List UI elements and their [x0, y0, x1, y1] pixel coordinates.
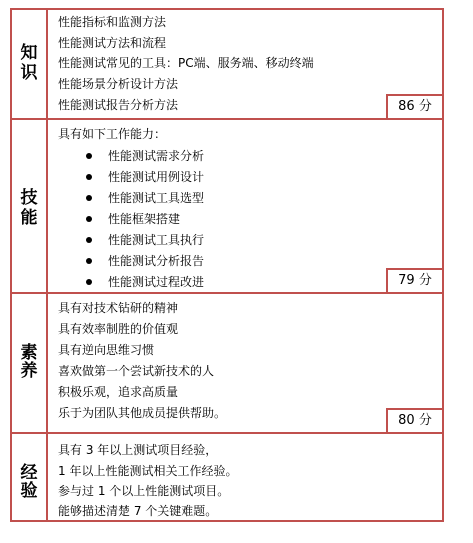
bullet-icon: [86, 153, 92, 159]
skill-item: 性能测试过程改进: [108, 275, 205, 289]
knowledge-item: 性能测试方法和流程: [58, 36, 167, 50]
section-label-char: 养: [20, 361, 38, 381]
skill-item: 性能测试分析报告: [108, 254, 205, 268]
quality-item: 具有效率制胜的价值观: [58, 322, 179, 336]
skill-item: 性能测试工具执行: [108, 233, 205, 247]
bullet-icon: [86, 258, 92, 264]
section-content: [58, 294, 442, 432]
section-content: [58, 10, 442, 118]
quality-item: 积极乐观，追求高质量: [58, 385, 179, 399]
section-label: [12, 434, 48, 520]
section-label-char: 验: [20, 481, 38, 501]
experience-item: 能够描述清楚 7 个关键难题。: [58, 504, 218, 518]
section-content: [58, 434, 442, 520]
experience-item: 参与过 1 个以上性能测试项目。: [58, 484, 230, 498]
experience-item: 具有 3 年以上测试项目经验，: [58, 443, 218, 457]
section-skills: [12, 118, 442, 292]
section-content: [58, 120, 442, 292]
section-label-char: 识: [20, 63, 38, 83]
section-qualities: [12, 292, 442, 432]
section-label-char: 知: [20, 43, 38, 63]
quality-item: 喜欢做第一个尝试新技术的人: [58, 364, 215, 378]
section-label-char: 经: [20, 463, 38, 483]
skills-intro: 具有如下工作能力：: [58, 127, 167, 141]
quality-item: 具有对技术钻研的精神: [58, 301, 179, 315]
skill-item: 性能测试工具选型: [108, 191, 205, 205]
bullet-icon: [86, 216, 92, 222]
skill-item: 性能测试用例设计: [108, 170, 205, 184]
section-knowledge: [12, 10, 442, 118]
section-label: [12, 294, 48, 432]
bullet-icon: [86, 279, 92, 285]
knowledge-item: 性能场景分析设计方法: [58, 77, 179, 91]
skill-item: 性能测试需求分析: [108, 149, 205, 163]
score-box: 86 分: [386, 94, 442, 118]
knowledge-item: 性能测试常见的工具：PC端、服务端、移动终端: [58, 56, 314, 70]
quality-item: 具有逆向思维习惯: [58, 343, 155, 357]
knowledge-item: 性能测试报告分析方法: [58, 98, 179, 112]
section-label: [12, 120, 48, 292]
experience-item: 1 年以上性能测试相关工作经验。: [58, 464, 238, 478]
section-label-char: 素: [20, 343, 38, 363]
bullet-icon: [86, 174, 92, 180]
skills-table: [10, 8, 444, 522]
section-experience: [12, 432, 442, 520]
bullet-icon: [86, 195, 92, 201]
section-label-char: 技: [20, 188, 38, 208]
quality-item: 乐于为团队其他成员提供帮助。: [58, 406, 227, 420]
section-label-char: 能: [20, 208, 38, 228]
knowledge-item: 性能指标和监测方法: [58, 15, 167, 29]
skill-item: 性能框架搭建: [108, 212, 181, 226]
score-box: 80 分: [386, 408, 442, 432]
score-box: 79 分: [386, 268, 442, 292]
bullet-icon: [86, 237, 92, 243]
section-label: [12, 10, 48, 118]
